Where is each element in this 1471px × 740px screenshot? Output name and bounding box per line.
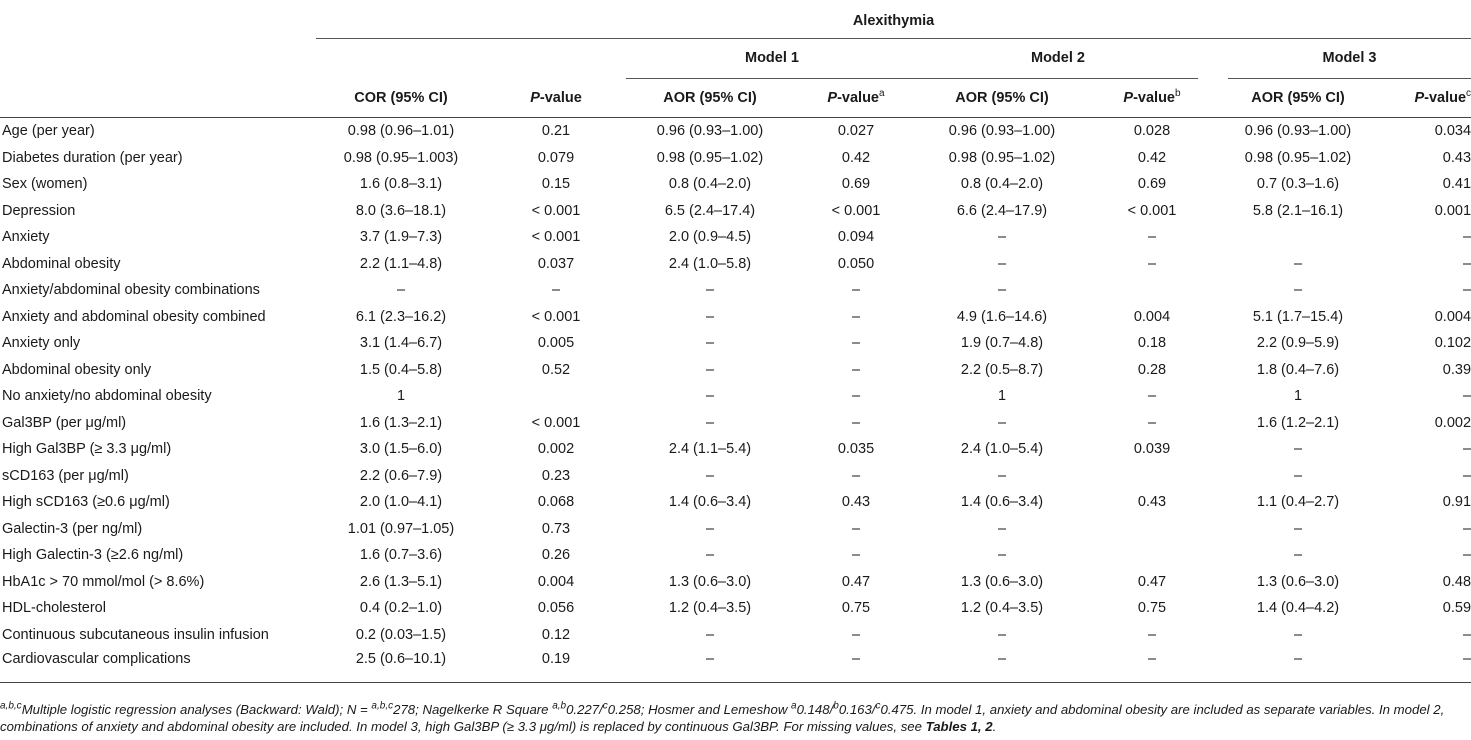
cell-p: < 0.001	[531, 229, 581, 246]
cell-cor: 1	[396, 388, 406, 405]
row-label: Anxiety and abdominal obesity combined	[2, 308, 266, 325]
cell-p2	[1086, 516, 1218, 543]
aor-2-header: AOR (95% CI)	[918, 79, 1086, 118]
cell-p1: –	[851, 282, 861, 299]
table-row	[0, 224, 1471, 251]
table-row	[0, 383, 1471, 410]
cell-aor3: 0.7 (0.3–1.6)	[1256, 176, 1340, 193]
cell-p1: –	[851, 414, 861, 431]
cell-aor3: 0.96 (0.93–1.00)	[1244, 123, 1352, 140]
cell-aor2: –	[997, 547, 1007, 564]
cell-aor1: –	[705, 467, 715, 484]
cell-aor3: –	[1293, 441, 1303, 458]
cell-aor1: –	[705, 626, 715, 643]
table-row	[0, 330, 1471, 357]
cell-aor3: –	[1293, 255, 1303, 272]
cell-p3: –	[1462, 255, 1471, 272]
cell-p1: –	[851, 308, 861, 325]
row-label: Sex (women)	[2, 176, 88, 193]
cell-p1: –	[851, 335, 861, 352]
cell-p2: 0.69	[1137, 176, 1167, 193]
cell-aor1: 0.96 (0.93–1.00)	[656, 123, 764, 140]
cell-aor2: 6.6 (2.4–17.9)	[956, 202, 1048, 219]
cell-p2: 0.039	[1133, 441, 1171, 458]
cell-p2	[1086, 542, 1218, 569]
table-row	[0, 198, 1471, 225]
cell-p2: –	[1147, 626, 1157, 643]
aor-1-header: AOR (95% CI)	[626, 79, 794, 118]
cell-aor1: 1.2 (0.4–3.5)	[668, 600, 752, 617]
cell-cor: 2.2 (0.6–7.9)	[359, 467, 443, 484]
cell-aor1: 0.8 (0.4–2.0)	[668, 176, 752, 193]
cor-header: COR (95% CI)	[316, 79, 486, 118]
cell-aor3: –	[1293, 547, 1303, 564]
cell-p1: 0.094	[837, 229, 875, 246]
model-1-header: Model 1	[626, 39, 918, 79]
cell-p3: 0.102	[1434, 335, 1471, 352]
table-row	[0, 542, 1471, 569]
cell-p3: –	[1462, 388, 1471, 405]
cell-aor2: –	[997, 255, 1007, 272]
cell-cor: 2.2 (1.1–4.8)	[359, 255, 443, 272]
cell-p2: 0.47	[1137, 573, 1167, 590]
cell-p3: –	[1462, 520, 1471, 537]
cell-p2: 0.004	[1133, 308, 1171, 325]
cell-aor1: –	[626, 648, 794, 683]
cell-p2: 0.28	[1137, 361, 1167, 378]
cell-p: 0.079	[537, 149, 575, 166]
cell-p	[486, 383, 626, 410]
model-3-header: Model 3	[1228, 39, 1471, 79]
cell-aor1: –	[705, 547, 715, 564]
row-label: sCD163 (per μg/ml)	[2, 467, 129, 484]
cell-p1: 0.050	[837, 255, 875, 272]
table-row	[0, 145, 1471, 172]
cell-p3: –	[1462, 467, 1471, 484]
p-value-2-header: P-value$^b$	[1086, 79, 1218, 118]
cell-aor3: 1.8 (0.4–7.6)	[1256, 361, 1340, 378]
blank-header	[0, 4, 316, 39]
cell-p1: –	[851, 467, 861, 484]
cell-aor1: –	[705, 520, 715, 537]
cell-p: < 0.001	[531, 308, 581, 325]
cell-p: 0.002	[537, 441, 575, 458]
cell-cor: 1.01 (0.97–1.05)	[347, 520, 455, 537]
table-row	[0, 648, 1471, 683]
cell-cor: 3.7 (1.9–7.3)	[359, 229, 443, 246]
cell-aor2: –	[997, 467, 1007, 484]
cell-aor3: 1	[1293, 388, 1303, 405]
cell-p3: 0.002	[1434, 414, 1471, 431]
cell-aor2: 0.96 (0.93–1.00)	[948, 123, 1056, 140]
p-value-3-header: P-value$^c$	[1378, 79, 1471, 118]
cell-p1: 0.47	[841, 573, 871, 590]
cell-p3: 0.39	[1442, 361, 1471, 378]
row-label: Anxiety/abdominal obesity combinations	[2, 282, 260, 299]
cell-cor: 0.2 (0.03–1.5)	[355, 626, 447, 643]
cell-p2: 0.42	[1137, 149, 1167, 166]
cell-cor: –	[396, 282, 406, 299]
cell-cor: 1.5 (0.4–5.8)	[359, 361, 443, 378]
cell-p: 0.21	[541, 123, 571, 140]
cell-aor1: 1.3 (0.6–3.0)	[668, 573, 752, 590]
cell-aor3: –	[1293, 626, 1303, 643]
cell-aor2: 0.8 (0.4–2.0)	[960, 176, 1044, 193]
cell-p1: –	[851, 361, 861, 378]
row-label: Gal3BP (per μg/ml)	[2, 414, 127, 431]
cell-p: 0.037	[537, 255, 575, 272]
cell-aor3: 1.4 (0.4–4.2)	[1256, 600, 1340, 617]
row-label: Age (per year)	[2, 123, 95, 140]
cell-p3: –	[1462, 229, 1471, 246]
cell-aor1: –	[705, 414, 715, 431]
cell-aor3: 5.1 (1.7–15.4)	[1252, 308, 1344, 325]
cell-p: 0.26	[541, 547, 571, 564]
aor-3-header: AOR (95% CI)	[1218, 79, 1378, 118]
row-label: High Galectin-3 (≥2.6 ng/ml)	[2, 547, 184, 564]
cell-p2	[1086, 277, 1218, 304]
cell-p: 0.23	[541, 467, 571, 484]
table-row	[0, 516, 1471, 543]
cell-p3: 0.48	[1442, 573, 1471, 590]
row-label: HbA1c > 70 mmol/mol (> 8.6%)	[2, 573, 205, 590]
row-label: Abdominal obesity only	[2, 361, 152, 378]
cell-aor3: 1.1 (0.4–2.7)	[1256, 494, 1340, 511]
cell-aor3: –	[1218, 648, 1378, 683]
row-label: Abdominal obesity	[2, 255, 121, 272]
cell-aor3	[1218, 224, 1378, 251]
row-label: High sCD163 (≥0.6 μg/ml)	[2, 494, 170, 511]
cell-p2: < 0.001	[1127, 202, 1177, 219]
cell-cor: 3.0 (1.5–6.0)	[359, 441, 443, 458]
cell-aor1: –	[705, 282, 715, 299]
cell-p1: 0.027	[837, 123, 875, 140]
cell-p1: –	[794, 648, 918, 683]
cell-p1: –	[851, 388, 861, 405]
cell-aor1: 6.5 (2.4–17.4)	[664, 202, 756, 219]
cell-p3: 0.001	[1434, 202, 1471, 219]
cell-cor: 0.98 (0.96–1.01)	[347, 123, 455, 140]
cell-p2: 0.028	[1133, 123, 1171, 140]
cell-p: 0.005	[537, 335, 575, 352]
cell-p2: –	[1086, 648, 1218, 683]
cell-p3: –	[1462, 282, 1471, 299]
table-row	[0, 436, 1471, 463]
cell-p1: –	[851, 547, 861, 564]
cell-p1: –	[851, 626, 861, 643]
tables-reference-link[interactable]: Tables 1, 2	[925, 719, 993, 734]
cell-p2: 0.75	[1137, 600, 1167, 617]
cell-p2: –	[1147, 255, 1157, 272]
cell-aor2: 2.4 (1.0–5.4)	[960, 441, 1044, 458]
table-row	[0, 595, 1471, 622]
cell-p3: –	[1462, 547, 1471, 564]
table-row	[0, 251, 1471, 278]
cell-cor: 2.0 (1.0–4.1)	[359, 494, 443, 511]
cell-aor2: –	[997, 626, 1007, 643]
cell-cor: 0.98 (0.95–1.003)	[343, 149, 459, 166]
table-title: Alexithymia	[316, 4, 1471, 39]
cell-p: 0.19	[486, 648, 626, 683]
cell-p3: –	[1462, 441, 1471, 458]
cell-aor2: 1.3 (0.6–3.0)	[960, 573, 1044, 590]
table-row	[0, 277, 1471, 304]
cell-aor1: 0.98 (0.95–1.02)	[656, 149, 764, 166]
cell-cor: 8.0 (3.6–18.1)	[355, 202, 447, 219]
cell-p3: 0.43	[1442, 149, 1471, 166]
cell-p: 0.15	[541, 176, 571, 193]
cell-aor2: –	[997, 520, 1007, 537]
cell-aor2: 4.9 (1.6–14.6)	[956, 308, 1048, 325]
cell-p3: 0.59	[1442, 600, 1471, 617]
table-row	[0, 118, 1471, 145]
cell-p1: < 0.001	[831, 202, 881, 219]
table-footnote: $^{a,b,c}$Multiple logistic regression analyses (Backward: Wald); N = $^{a,b,c}$278; Nagelkerke R Square $^{a,b}$0.227/$^c$0.258; Hosmer and Lemeshow $^a$0.148/$^b$0.163/$^c$0.475. In model 1, anxiety and abdominal obesity are included as separate variables. In model 2, combinations of anxiety and abdominal obesity are included. In model 3, high Gal3BP (≥ 3.3 μg/ml) is replaced by continuous Gal3BP. For missing values, see Tables 1, 2.	[0, 700, 1445, 734]
cell-p3: 0.034	[1434, 123, 1471, 140]
cell-aor2: –	[997, 229, 1007, 246]
cell-aor1: 2.4 (1.0–5.8)	[668, 255, 752, 272]
cell-aor1: 2.4 (1.1–5.4)	[668, 441, 752, 458]
cell-p3: 0.004	[1434, 308, 1471, 325]
cell-cor: 1.6 (1.3–2.1)	[359, 414, 443, 431]
cell-aor2: 1.9 (0.7–4.8)	[960, 335, 1044, 352]
cell-p2: –	[1147, 388, 1157, 405]
cell-p: –	[551, 282, 561, 299]
cell-cor: 1.6 (0.8–3.1)	[359, 176, 443, 193]
table-row	[0, 489, 1471, 516]
cell-aor2: –	[918, 648, 1086, 683]
alexithymia-table	[0, 4, 1471, 683]
table-row	[0, 463, 1471, 490]
cell-p1: 0.035	[837, 441, 875, 458]
cell-p: 0.52	[541, 361, 571, 378]
model-2-header: Model 2	[918, 39, 1198, 79]
cell-p2: 0.43	[1137, 494, 1167, 511]
cell-aor3: 5.8 (2.1–16.1)	[1252, 202, 1344, 219]
cell-p1: 0.69	[841, 176, 871, 193]
row-label: Depression	[2, 202, 76, 219]
cell-aor2: 1	[997, 388, 1007, 405]
p-value-header: P-value	[486, 79, 626, 118]
row-label: HDL-cholesterol	[2, 600, 106, 617]
cell-p3: 0.41	[1442, 176, 1471, 193]
cell-aor3: –	[1293, 467, 1303, 484]
cell-aor1: 1.4 (0.6–3.4)	[668, 494, 752, 511]
row-label: Continuous subcutaneous insulin infusion	[2, 626, 269, 643]
cell-p2	[1086, 463, 1218, 490]
cell-p3: 0.91	[1442, 494, 1471, 511]
cell-aor1: 2.0 (0.9–4.5)	[668, 229, 752, 246]
cell-p: 0.004	[537, 573, 575, 590]
cell-p1: 0.43	[841, 494, 871, 511]
cell-aor3: 1.3 (0.6–3.0)	[1256, 573, 1340, 590]
cell-aor2: 2.2 (0.5–8.7)	[960, 361, 1044, 378]
row-label: No anxiety/no abdominal obesity	[2, 388, 212, 405]
cell-p2: 0.18	[1137, 335, 1167, 352]
cell-aor1: –	[705, 335, 715, 352]
cell-p3: –	[1378, 648, 1471, 683]
cell-p: 0.068	[537, 494, 575, 511]
row-label: Galectin-3 (per ng/ml)	[2, 520, 143, 537]
cell-p3: –	[1462, 626, 1471, 643]
table-row	[0, 569, 1471, 596]
cell-p: 0.056	[537, 600, 575, 617]
cell-aor2: 1.2 (0.4–3.5)	[960, 600, 1044, 617]
cell-aor2: 0.98 (0.95–1.02)	[948, 149, 1056, 166]
cell-aor2: –	[997, 282, 1007, 299]
cell-cor: 6.1 (2.3–16.2)	[355, 308, 447, 325]
cell-aor3: 1.6 (1.2–2.1)	[1256, 414, 1340, 431]
cell-aor3: 0.98 (0.95–1.02)	[1244, 149, 1352, 166]
cell-aor3: –	[1293, 282, 1303, 299]
cell-p: 0.73	[541, 520, 571, 537]
row-label: High Gal3BP (≥ 3.3 μg/ml)	[2, 441, 172, 458]
cell-aor1: –	[705, 388, 715, 405]
cell-cor: 2.5 (0.6–10.1)	[316, 648, 486, 683]
cell-aor1: –	[705, 361, 715, 378]
row-label: Diabetes duration (per year)	[2, 149, 183, 166]
cell-aor2: –	[997, 414, 1007, 431]
row-label: Anxiety only	[2, 335, 81, 352]
row-label: Anxiety	[2, 229, 50, 246]
p-value-1-header: P-value$^a$	[794, 79, 918, 118]
cell-p1: 0.75	[841, 600, 871, 617]
cell-p1: 0.42	[841, 149, 871, 166]
cell-p: < 0.001	[531, 414, 581, 431]
cell-aor3: –	[1293, 520, 1303, 537]
cell-aor3: 2.2 (0.9–5.9)	[1256, 335, 1340, 352]
table-row	[0, 622, 1471, 649]
cell-cor: 3.1 (1.4–6.7)	[359, 335, 443, 352]
table-row	[0, 410, 1471, 437]
table-row	[0, 304, 1471, 331]
cell-cor: 1.6 (0.7–3.6)	[359, 547, 443, 564]
cell-p2: –	[1147, 229, 1157, 246]
table-row	[0, 171, 1471, 198]
row-label: Cardiovascular complications	[0, 648, 316, 683]
cell-aor2: 1.4 (0.6–3.4)	[960, 494, 1044, 511]
cell-aor1: –	[705, 308, 715, 325]
cell-p2: –	[1147, 414, 1157, 431]
cell-cor: 2.6 (1.3–5.1)	[359, 573, 443, 590]
cell-p1: –	[851, 520, 861, 537]
table-body	[0, 118, 1471, 683]
cell-p: 0.12	[541, 626, 571, 643]
cell-p: < 0.001	[531, 202, 581, 219]
cell-cor: 0.4 (0.2–1.0)	[359, 600, 443, 617]
table-row	[0, 357, 1471, 384]
